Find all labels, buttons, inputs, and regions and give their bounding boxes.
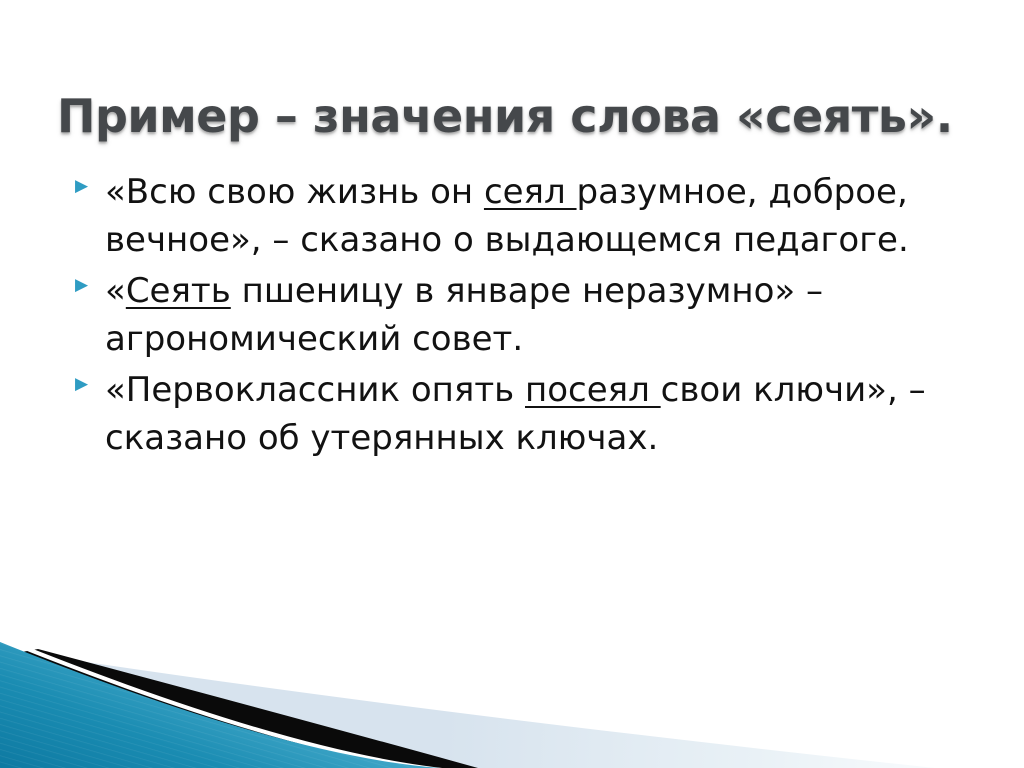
- ribbon-teal-texture: [0, 642, 440, 768]
- bullet-text: свои ключи», – сказано об утерянных ключах.: [105, 370, 926, 458]
- ribbon-teal-wedge: [0, 642, 440, 768]
- bullet-text: «Всю свою жизнь он: [105, 172, 484, 212]
- underlined-text: посеял: [525, 370, 661, 410]
- bullet-text: пшеницу в январе неразумно» – агрономический совет.: [105, 271, 824, 359]
- list-item: [75, 366, 968, 462]
- underlined-text: Сеять: [125, 271, 231, 311]
- bullet-triangle-icon: ▶: [75, 275, 89, 295]
- bullet-text: разумное, доброе, вечное», – сказано о выдающемся педагоге.: [105, 172, 909, 260]
- list-item: [75, 267, 968, 363]
- bullet-triangle-icon: ▶: [75, 374, 89, 394]
- slide-title: Пример – значения слова «сеять».: [57, 88, 953, 143]
- bullet-text: «Первоклассник опять: [105, 370, 526, 410]
- list-item: [75, 168, 968, 264]
- bullet-triangle-icon: ▶: [75, 176, 89, 196]
- ribbon-pale-wedge: [46, 656, 935, 768]
- underlined-text: сеял: [483, 172, 577, 212]
- bullet-list: [75, 168, 968, 465]
- ribbon-black-stripe: [0, 649, 478, 768]
- bullet-text: «: [105, 271, 126, 311]
- ribbon-separator-line: [0, 638, 442, 768]
